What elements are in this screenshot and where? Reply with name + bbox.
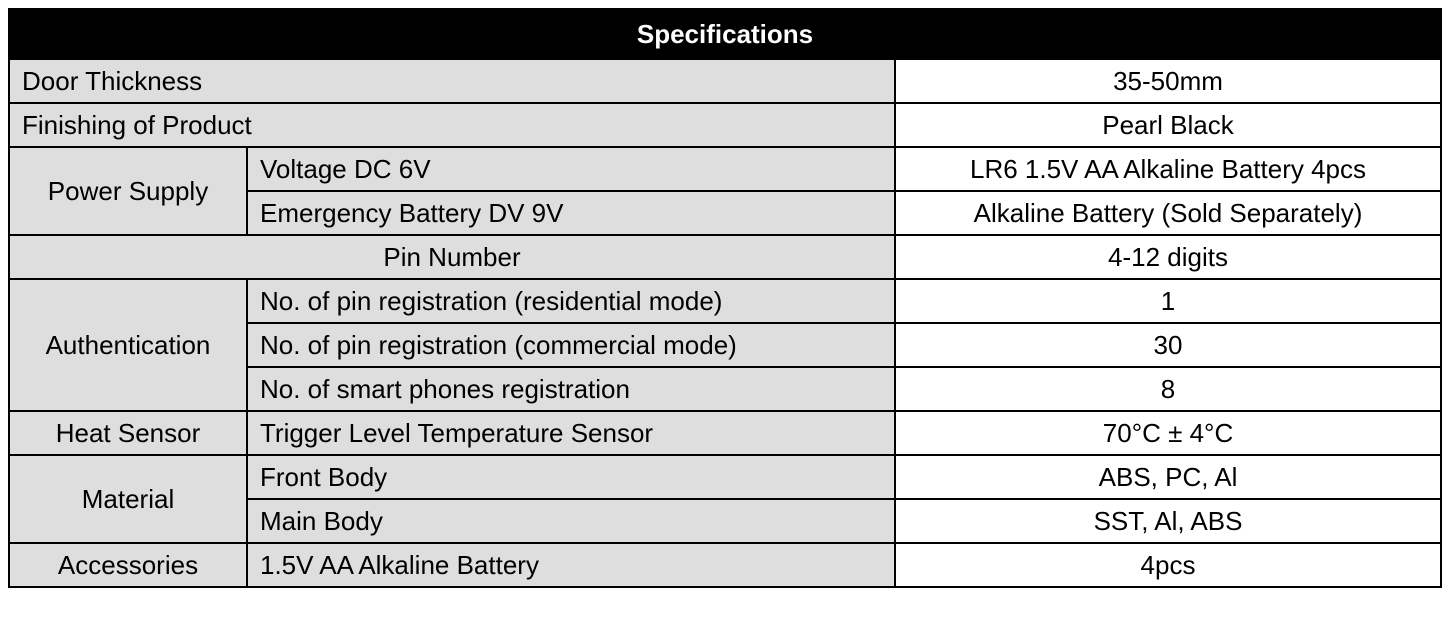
- spec-value-voltage: LR6 1.5V AA Alkaline Battery 4pcs: [895, 147, 1441, 191]
- spec-group-accessories: Accessories: [9, 543, 247, 587]
- spec-label-smart-phones: No. of smart phones registration: [247, 367, 895, 411]
- table-row: [9, 279, 1441, 323]
- spec-group-power-supply: Power Supply: [9, 147, 247, 235]
- spec-group-material: Material: [9, 455, 247, 543]
- spec-label-trigger-level: Trigger Level Temperature Sensor: [247, 411, 895, 455]
- spec-value-emergency-battery: Alkaline Battery (Sold Separately): [895, 191, 1441, 235]
- spec-label-emergency-battery: Emergency Battery DV 9V: [247, 191, 895, 235]
- spec-value-trigger-level: 70°C ± 4°C: [895, 411, 1441, 455]
- spec-value-pin-commercial: 30: [895, 323, 1441, 367]
- spec-value-door-thickness: 35-50mm: [895, 59, 1441, 103]
- spec-value-main-body: SST, Al, ABS: [895, 499, 1441, 543]
- spec-value-finishing: Pearl Black: [895, 103, 1441, 147]
- spec-label-voltage: Voltage DC 6V: [247, 147, 895, 191]
- table-row: [9, 543, 1441, 587]
- spec-label-pin-commercial: No. of pin registration (commercial mode): [247, 323, 895, 367]
- spec-label-door-thickness: Door Thickness: [9, 59, 895, 103]
- spec-label-pin-residential: No. of pin registration (residential mode): [247, 279, 895, 323]
- spec-label-accessory-battery: 1.5V AA Alkaline Battery: [247, 543, 895, 587]
- table-row: [9, 455, 1441, 499]
- table-row: [9, 103, 1441, 147]
- table-row: [9, 235, 1441, 279]
- table-title: Specifications: [9, 9, 1441, 59]
- spec-group-authentication: Authentication: [9, 279, 247, 411]
- spec-label-finishing: Finishing of Product: [9, 103, 895, 147]
- table-row: [9, 59, 1441, 103]
- table-row: [9, 411, 1441, 455]
- table-row: [9, 147, 1441, 191]
- spec-label-pin-number: Pin Number: [9, 235, 895, 279]
- specifications-table: [8, 8, 1442, 588]
- spec-value-pin-number: 4-12 digits: [895, 235, 1441, 279]
- table-header-row: [9, 9, 1441, 59]
- spec-label-main-body: Main Body: [247, 499, 895, 543]
- spec-group-heat-sensor: Heat Sensor: [9, 411, 247, 455]
- spec-value-accessory-battery: 4pcs: [895, 543, 1441, 587]
- spec-label-front-body: Front Body: [247, 455, 895, 499]
- spec-value-smart-phones: 8: [895, 367, 1441, 411]
- spec-value-front-body: ABS, PC, Al: [895, 455, 1441, 499]
- spec-value-pin-residential: 1: [895, 279, 1441, 323]
